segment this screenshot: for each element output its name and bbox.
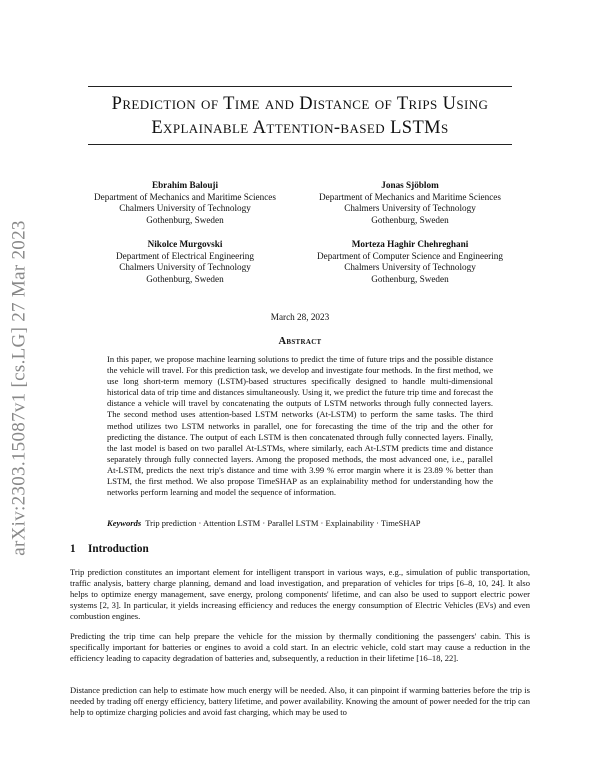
section-title: Introduction [88, 543, 149, 555]
section-heading [70, 543, 149, 555]
author-block-1 [80, 180, 290, 226]
intro-paragraph-2: Predicting the trip time can help prepare the vehicle for the mission by thermally conditioning the passengers' cabin. This is specifically important for batteries or engines to avoid a cold start. In an electric vehicle, cold start may cause a reduction in the efficiency leading to capacity degradation of batteries and, subsequently, a reduction in their lifetime [16–18, 22]. [70, 631, 530, 664]
author-department: Department of Electrical Engineering [115, 250, 254, 261]
intro-paragraph-1: Trip prediction constitutes an important element for intelligent transport in various ways, e.g., simulation of public transportation, traffic analysis, battery charge planning, demand and load investigation, and preparation of vehicles for trips [6–8, 10, 24]. It also helps to optimize energy management, save energy, prolong components' lifetime, and can also be used to support electric power systems [2, 3]. In particular, it yields increasing efficiency and reduces the energy consumption of Electric Vehicles (EVs) and even combustion engines. [70, 567, 530, 622]
author-name: Ebrahim Balouji [151, 180, 219, 190]
title-line-1: Prediction of Time and Distance of Trips Using [111, 94, 489, 114]
author-name: Jonas Sjöblom [381, 180, 439, 190]
author-city: Gothenburg, Sweden [146, 273, 224, 284]
arxiv-identifier: arXiv:2303.15087v1 [cs.LG] 27 Mar 2023 [8, 220, 30, 556]
author-name: Morteza Haghir Chehreghani [351, 239, 469, 249]
keywords-list: Trip prediction · Attention LSTM · Parallel LSTM · Explainability · TimeSHAP [145, 518, 421, 528]
author-university: Chalmers University of Technology [344, 262, 476, 272]
author-university: Chalmers University of Technology [119, 203, 251, 213]
publication-date: March 28, 2023 [270, 312, 330, 322]
section-number: 1 [70, 543, 76, 555]
author-university: Chalmers University of Technology [344, 203, 476, 213]
author-department: Department of Mechanics and Maritime Sciences [94, 191, 276, 202]
title-line-2: Explainable Attention-based LSTMs [151, 118, 449, 138]
keywords [107, 518, 507, 528]
title-top-rule [88, 86, 512, 87]
author-university: Chalmers University of Technology [119, 262, 251, 272]
author-block-3 [80, 239, 290, 285]
author-department: Department of Computer Science and Engineering [317, 250, 503, 261]
keywords-label: Keywords [107, 518, 142, 528]
title-bottom-rule [88, 144, 512, 145]
author-department: Department of Mechanics and Maritime Sciences [319, 191, 501, 202]
author-city: Gothenburg, Sweden [371, 214, 449, 225]
author-block-4 [295, 239, 525, 285]
intro-paragraph-3: Distance prediction can help to estimate how much energy will be needed. Also, it can pinpoint if warming batteries before the trip is needed by trading off energy efficiency, battery lifetime, and power availability. Knowing the amount of power needed for the trip can help to optimize charging policies and avoid fast charging, which may be used to [70, 685, 530, 718]
paper-title [70, 92, 530, 140]
author-name: Nikolce Murgovski [147, 239, 223, 249]
author-city: Gothenburg, Sweden [371, 273, 449, 284]
author-city: Gothenburg, Sweden [146, 214, 224, 225]
abstract-text: In this paper, we propose machine learning solutions to predict the time of future trips and the possible distance the vehicle will travel. For this prediction task, we develop and investigate four methods. In the first method, we use long short-term memory (LSTM)-based structures specifically designed to handle multi-dimensional historical data of trip time and distances simultaneously. Using it, we predict the future trip time and forecast the distance a vehicle will travel by concatenating the outputs of LSTM networks through fully connected layers. The second method uses attention-based LSTM networks (At-LSTM) to perform the same tasks. The third method utilizes two LSTM networks in parallel, one for forecasting the time of the trip and the other for predicting the distance. The output of each LSTM is then concatenated through fully connected layers. Finally, the last model is based on two parallel At-LSTMs, where similarly, each At-LSTM predicts time and distance separately through fully connected layers. Among the proposed methods, the most advanced one, i.e., parallel At-LSTM, predicts the next trip's distance and time with 3.99 % error margin where it is 23.89 % better than LSTM, the first method. We also propose TimeSHAP as an explainability method for understanding how the networks perform learning and model the sequence of information. [107, 354, 493, 498]
abstract-heading: Abstract [278, 336, 322, 347]
author-block-2 [305, 180, 515, 226]
